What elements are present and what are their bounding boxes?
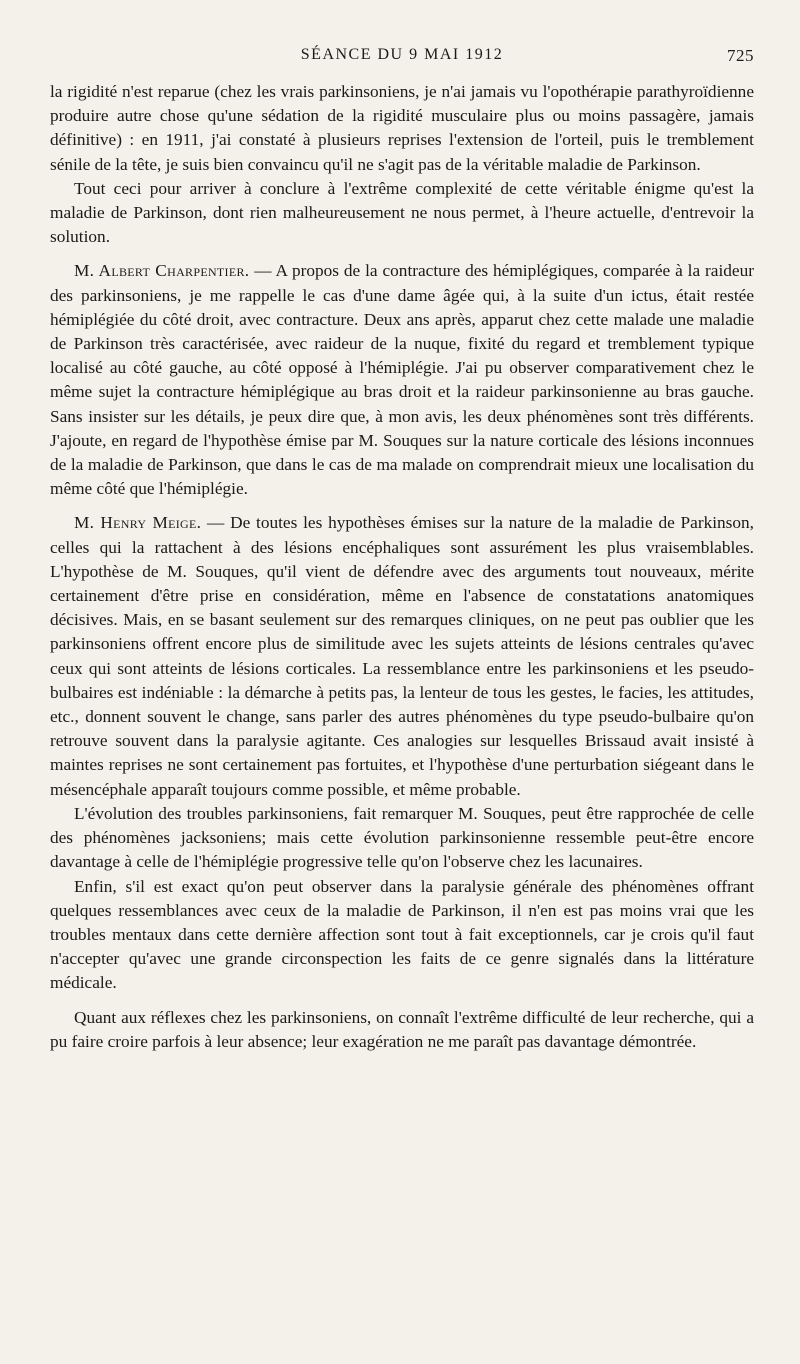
running-header [50, 46, 754, 70]
paragraph-text: la rigidité n'est reparue (chez les vrais parkinsoniens, je n'ai jamais vu l'opothérapie parathyroïdienne produire autre chose qu'une sédation de la rigidité musculaire plus ou moins passagère, jamais définitive) : en 1911, j'ai constaté à plusieurs reprises l'extension de l'orteil, puis le tremblement sénile de la tête, je suis bien convaincu qu'il ne s'agit pas de la véritable maladie de Parkinson. [50, 82, 754, 174]
paragraph-meige [50, 511, 754, 801]
speaker-name: M. Henry Meige. [74, 513, 202, 533]
paragraph-conclusion [50, 177, 754, 250]
paragraph-charpentier [50, 259, 754, 501]
body-text [50, 80, 754, 1054]
running-title: SÉANCE DU 9 MAI 1912 [300, 46, 504, 63]
paragraph-text: L'évolution des troubles parkinsoniens, fait remarquer M. Souques, peut être rapprochée de celle des phénomènes jacksoniens; mais cette évolution parkinsonienne ressemble peut-être encore davantage à celle de l'hémiplégie progressive telle qu'on l'observe chez les lacunaires. [50, 803, 754, 872]
speaker-name: M. Albert Charpentier. [74, 261, 250, 281]
paragraph-text: — A propos de la contracture des hémiplégiques, comparée à la raideur des parkinsoniens, je me rappelle le cas d'une dame âgée qui, à la suite d'un ictus, était restée hémiplégiée du côté droit, avec contracture. Deux ans après, apparut chez cette malade une maladie de Parkinson très caractérisée, avec raideur de la nuque, fixité du regard et tremblement typique localisé au côté gauche, au côté opposé à l'hémiplégie. J'ai pu observer comparativement chez le même sujet la contracture hémiplégique au bras droit et la raideur parkinsonienne au bras gauche. Sans insister sur les détails, je peux dire que, à mon avis, les deux phénomènes sont très différents. J'ajoute, en regard de l'hypothèse émise par M. Souques sur la nature corticale des lésions inconnues de la maladie de Parkinson, que dans le cas de ma malade on comprendrait mieux une localisation du même côté que l'hémiplégie. [50, 261, 754, 499]
paragraph-text: Quant aux réflexes chez les parkinsoniens, on connaît l'extrême difficulté de leur recherche, qui a pu faire croire parfois à leur absence; leur exagération ne me paraît pas davantage démontrée. [50, 1007, 754, 1051]
paragraph-reflexes [50, 1006, 754, 1054]
page-number: 725 [727, 46, 754, 65]
paragraph-evolution [50, 802, 754, 875]
paragraph-text: — De toutes les hypothèses émises sur la nature de la maladie de Parkinson, celles qui la rattachent à des lésions encéphaliques sont assurément les plus vraisemblables. L'hypothèse de M. Souques, qu'il vient de défendre avec des arguments tout nouveaux, mérite certainement d'être prise en considération, même en l'absence de constatations anatomiques décisives. Mais, en se basant seulement sur des remarques cliniques, on ne peut pas oublier que les parkinsoniens offrent encore plus de similitude avec les sujets atteints de lésions centrales qu'avec ceux qui sont atteints de lésions corticales. La ressemblance entre les parkinsoniens et les pseudo-bulbaires est indéniable : la démarche à petits pas, la lenteur de tous les gestes, le facies, les attitudes, etc., donnent souvent le change, sans parler des autres phénomènes du type pseudo-bulbaire qu'on retrouve souvent dans la paralysie agitante. Ces analogies sur lesquelles Brissaud avait insisté à maintes reprises ne sont certainement pas fortuites, et l'hypothèse d'une perturbation siégeant dans le mésencéphale apparaît toujours comme possible, et même probable. [50, 513, 754, 799]
paragraph-continuation [50, 80, 754, 177]
paragraph-text: Tout ceci pour arriver à conclure à l'extrême complexité de cette véritable énigme qu'est la maladie de Parkinson, dont rien malheureusement ne nous permet, à l'heure actuelle, d'entrevoir la solution. [50, 178, 754, 247]
paragraph-text: Enfin, s'il est exact qu'on peut observer dans la paralysie générale des phénomènes offrant quelques ressemblances avec ceux de la maladie de Parkinson, il n'en est pas moins vrai que les troubles mentaux dans cette dernière affection sont tout à fait exceptionnels, car je crois qu'il faut n'accepter qu'avec une grande circonspection les faits de ce genre signalés dans la littérature médicale. [50, 876, 754, 993]
paragraph-enfin [50, 875, 754, 996]
